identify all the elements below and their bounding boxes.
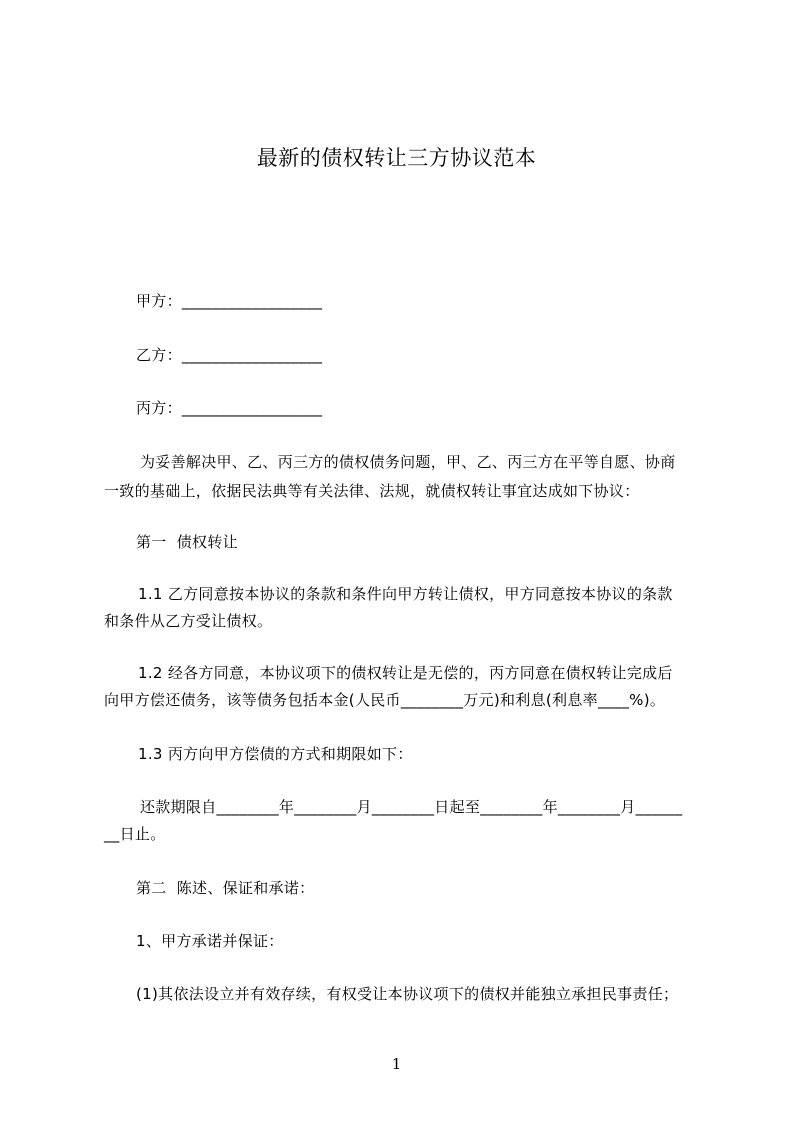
clause-1-3: 1.3 丙方向甲方偿债的方式和期限如下： (138, 745, 413, 763)
clause-1-2-line-2: 向甲方偿还债务，该等债务包括本金(人民币________万元)和利息(利息率____%)。 (104, 691, 666, 709)
party-a-line: 甲方：__________________ (136, 292, 323, 310)
clause-1-1-line-2: 和条件从乙方受让债权。 (104, 612, 273, 630)
party-c-line: 丙方：__________________ (136, 399, 323, 417)
party-b-line: 乙方：__________________ (136, 346, 323, 364)
intro-line-2: 一致的基础上，依据民法典等有关法律、法规，就债权转让事宜达成如下协议： (104, 482, 640, 500)
document-title: 最新的债权转让三方协议范本 (256, 146, 537, 170)
repayment-line-1: 还款期限自________年________月________日起至________年________月______ (140, 798, 683, 816)
intro-line-1: 为妥善解决甲、乙、丙三方的债权债务问题，甲、乙、丙三方在平等自愿、协商 (140, 453, 676, 471)
item-1: 1、甲方承诺并保证： (136, 932, 284, 950)
clause-1-2-line-1: 1.2 经各方同意，本协议项下的债权转让是无偿的，丙方同意在债权转让完成后 (138, 664, 673, 682)
repayment-line-2: __日止。 (104, 825, 166, 843)
clause-1-1-line-1: 1.1 乙方同意按本协议的条款和条件向甲方转让债权，甲方同意按本协议的条款 (138, 585, 673, 603)
section-1-heading: 第一 债权转让 (136, 533, 238, 551)
page-number: 1 (391, 1055, 402, 1073)
item-1-1: (1)其依法设立并有效存续，有权受让本协议项下的债权并能独立承担民事责任； (136, 985, 679, 1003)
section-2-heading: 第二 陈述、保证和承诺： (136, 879, 315, 897)
